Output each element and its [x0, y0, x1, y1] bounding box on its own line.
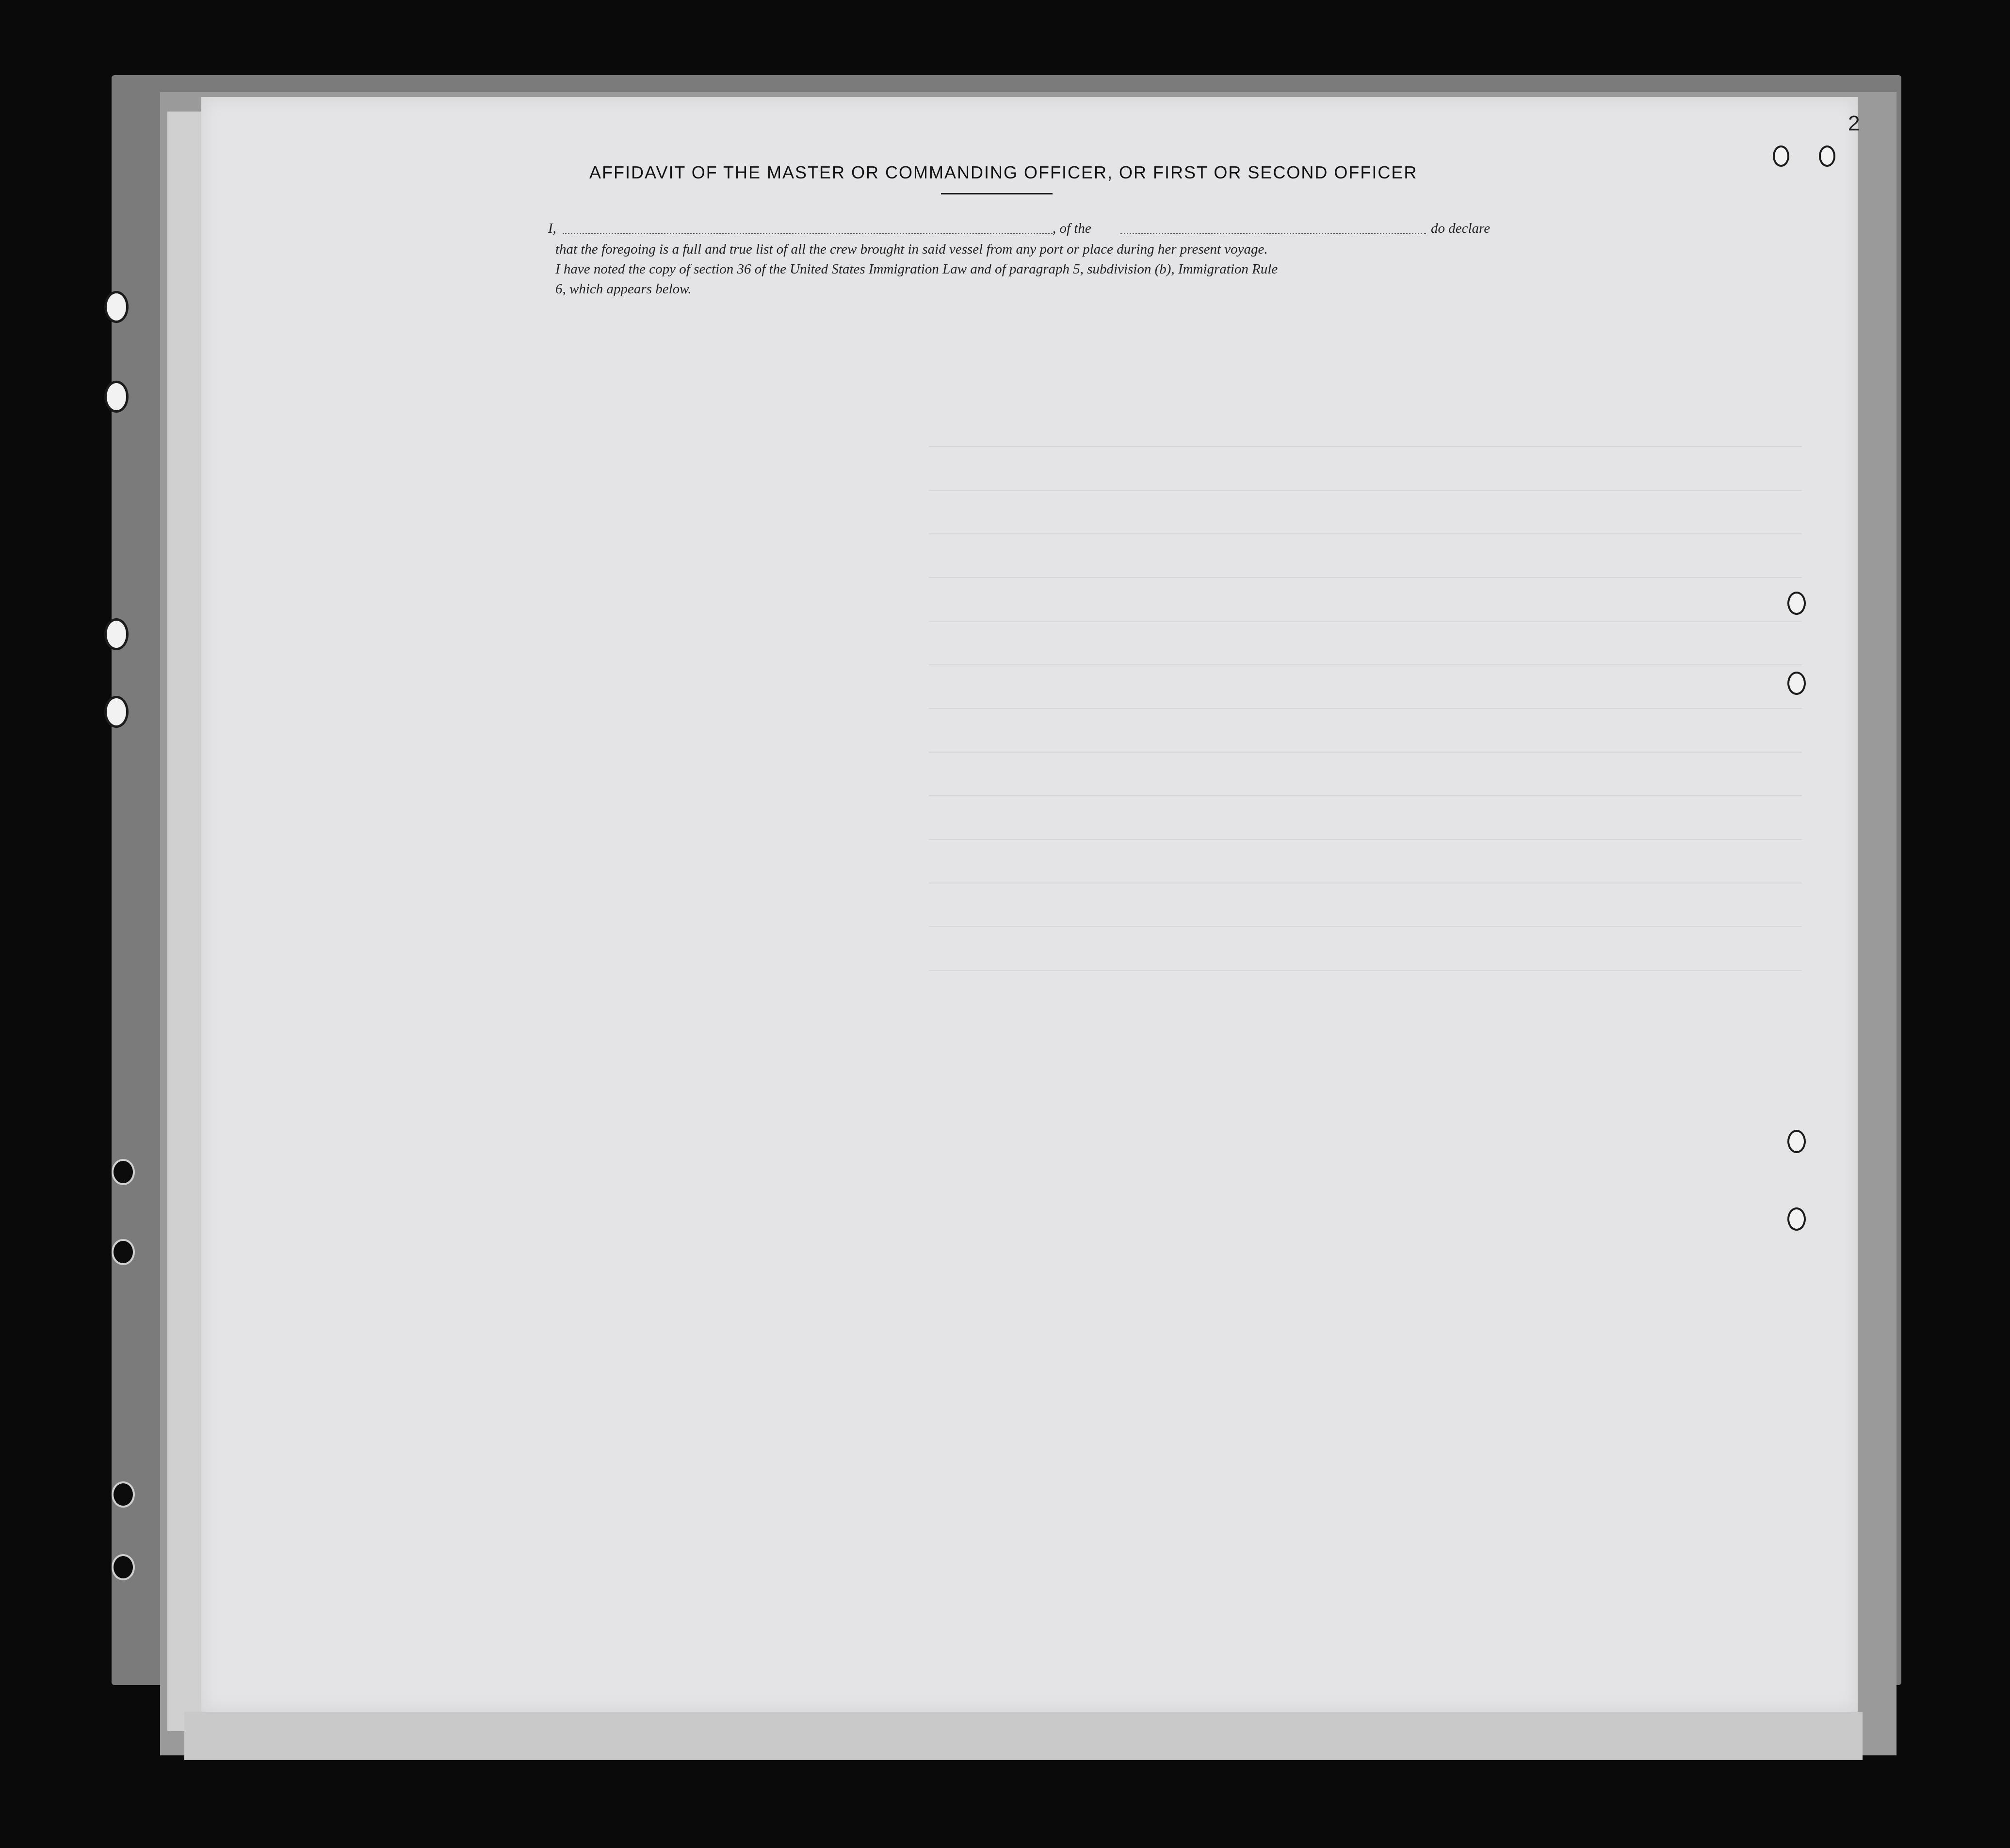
page-number: 2 [1848, 112, 1860, 135]
affidavit-declare: do declare [1431, 221, 1491, 236]
affidavit-i: I, [548, 221, 556, 236]
affidavit-line3: I have noted the copy of section 36 of the United States Immigration Law and of paragraph 5, subdivision (b), Immigration Rule [555, 261, 1278, 277]
bleed-line [929, 490, 1802, 491]
punch-hole [1787, 1207, 1806, 1231]
punch-hole [1773, 145, 1789, 167]
punch-hole [112, 1159, 135, 1185]
name-blank[interactable] [563, 233, 1053, 234]
bleed-line [929, 883, 1802, 884]
bleed-line [929, 664, 1802, 665]
bottom-strip [184, 1712, 1863, 1760]
punch-hole [1787, 1130, 1806, 1153]
bleed-line [929, 446, 1802, 447]
title-underline [941, 193, 1053, 194]
bleed-line [929, 752, 1802, 753]
bleed-line [929, 926, 1802, 927]
binder-hole [104, 381, 129, 413]
affidavit-of-the: , of the [1053, 221, 1091, 236]
punch-hole [1819, 145, 1835, 167]
bleed-line [929, 970, 1802, 971]
bleed-line [929, 533, 1802, 534]
punch-hole [112, 1481, 135, 1508]
bleed-line [929, 839, 1802, 840]
affidavit-title: AFFIDAVIT OF THE MASTER OR COMMANDING OFFICER, OR FIRST OR SECOND OFFICER [589, 162, 1418, 182]
affidavit-line4: 6, which appears below. [555, 281, 692, 297]
bleed-line [929, 795, 1802, 796]
vessel-blank[interactable] [1120, 233, 1426, 234]
affidavit-line2: that the foregoing is a full and true list of all the crew brought in said vessel from any port or place during her present voyage. [555, 241, 1268, 257]
punch-hole [112, 1554, 135, 1580]
bleed-line [929, 708, 1802, 709]
binder-hole [104, 696, 129, 728]
bleed-line [929, 577, 1802, 578]
punch-hole [1787, 592, 1806, 615]
binder-hole [104, 618, 129, 650]
crew-list-page [201, 97, 1858, 1712]
binder-hole [104, 291, 129, 323]
punch-hole [112, 1239, 135, 1265]
bleed-line [929, 621, 1802, 622]
punch-hole [1787, 672, 1806, 695]
